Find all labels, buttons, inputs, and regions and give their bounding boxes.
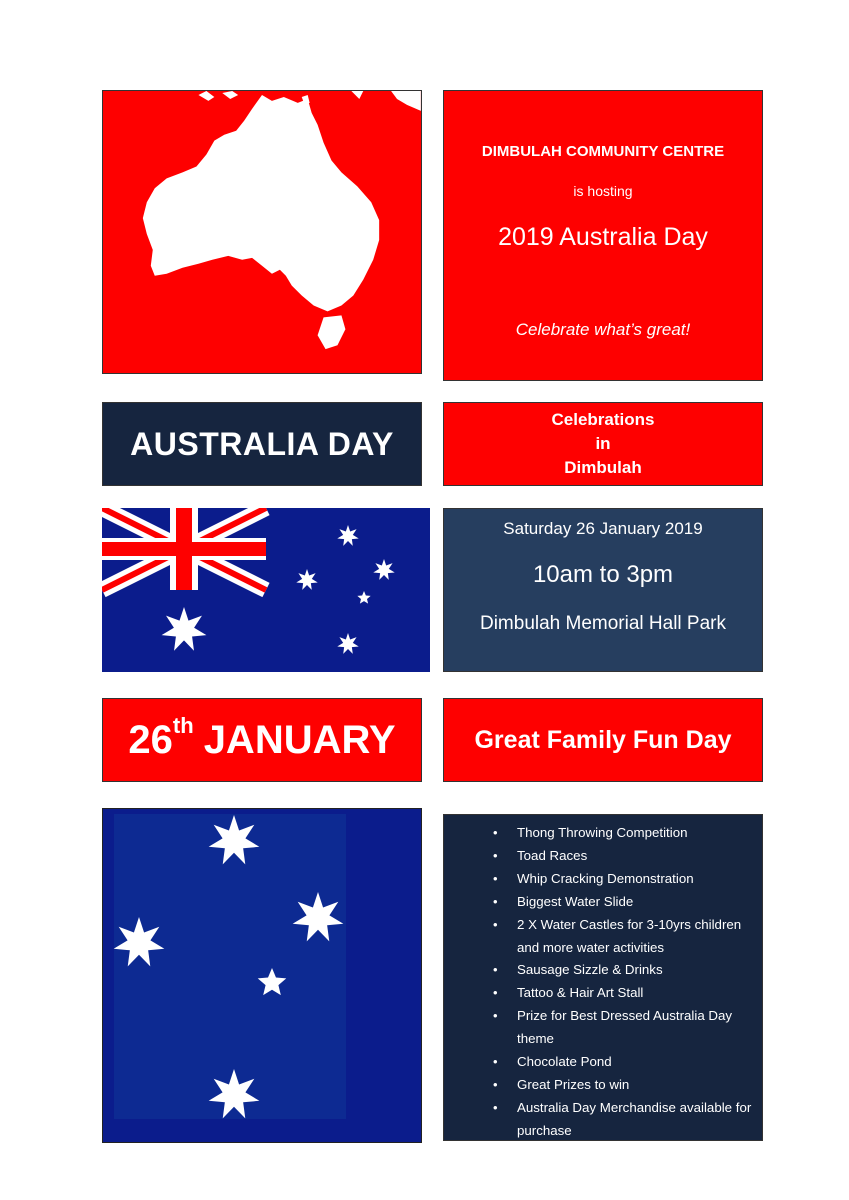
event-details-panel [443, 508, 763, 672]
activity-item: • Toad Races [517, 845, 752, 868]
australia-day-heading: AUSTRALIA DAY [130, 425, 394, 462]
celebrations-line-1: Celebrations [551, 410, 655, 429]
activity-item: • 2 X Water Castles for 3-10yrs children and more water activities [517, 914, 752, 960]
event-title: 2019 Australia Day [498, 223, 708, 251]
activities-panel [443, 814, 763, 1141]
event-date: Saturday 26 January 2019 [503, 519, 703, 538]
event-venue: Dimbulah Memorial Hall Park [479, 613, 727, 634]
activity-item: • Prize for Best Dressed Australia Day theme [517, 1005, 752, 1051]
organizer-name: DIMBULAH COMMUNITY CENTRE [481, 143, 725, 160]
activity-item: • Great Prizes to win [517, 1074, 752, 1097]
january-month: JANUARY [203, 717, 396, 762]
australia-day-banner [102, 402, 422, 486]
event-tagline: Celebrate what’s great! [515, 320, 691, 339]
activity-item: • Thong Throwing Competition [517, 822, 752, 845]
celebrations-banner [443, 402, 763, 486]
activity-item: • Australia Day Merchandise available for purchase [517, 1097, 752, 1143]
event-time: 10am to 3pm [532, 561, 674, 588]
australian-flag-image [102, 508, 430, 672]
australian-flag-icon [102, 508, 430, 672]
january-banner [102, 698, 422, 782]
activity-item: • Biggest Water Slide [517, 891, 752, 914]
australia-map-image [102, 90, 422, 374]
activity-item: • Sausage Sizzle & Drinks [517, 959, 752, 982]
hosting-text: is hosting [573, 183, 633, 199]
january-day-suffix: th [172, 713, 194, 738]
activity-item: • Tattoo & Hair Art Stall [517, 982, 752, 1005]
celebrations-line-2: in [595, 434, 611, 453]
celebrations-line-3: Dimbulah [564, 458, 642, 477]
southern-cross-image [102, 808, 422, 1143]
fun-day-banner [443, 698, 763, 782]
activities-list [444, 815, 762, 1143]
activity-item: • Chocolate Pond [517, 1051, 752, 1074]
hosting-panel [443, 90, 763, 381]
activity-item: • Whip Cracking Demonstration [517, 868, 752, 891]
southern-cross-icon [102, 808, 422, 1143]
january-day: 26 [128, 717, 173, 762]
australia-map-icon [103, 91, 421, 373]
fun-day-heading: Great Family Fun Day [474, 725, 732, 754]
